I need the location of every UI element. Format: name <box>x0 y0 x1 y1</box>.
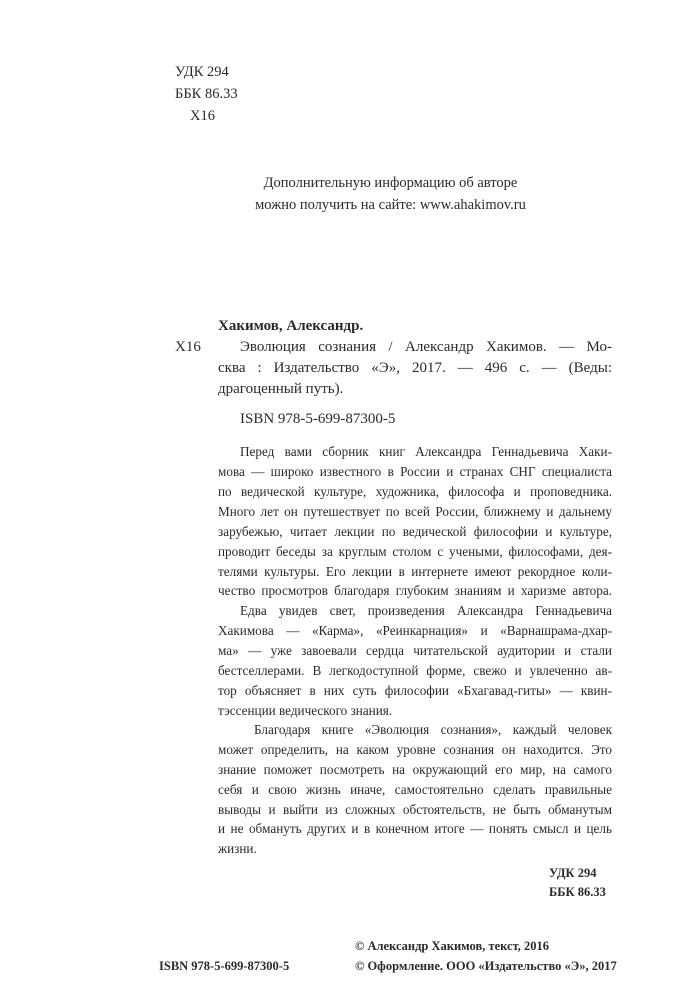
abstract-line: Перед вами сборник книг Александра Геннадьевича Хаки- <box>240 444 612 459</box>
abstract-line: ма» — уже завоевали сердца читательской аудитории и стали <box>218 643 612 658</box>
isbn: ISBN 978-5-699-87300-5 <box>240 411 396 427</box>
entry-author-sign: Х16 <box>175 339 201 355</box>
description-line: сква : Издательство «Э», 2017. — 496 с. — (Веды: <box>218 360 612 376</box>
author-sign: Х16 <box>190 108 215 124</box>
bottom-bbk: ББК 86.33 <box>549 885 606 899</box>
abstract-line: и не обмануть других и в конечном итоге — понять смысл и цель <box>218 821 612 836</box>
description-line: Эволюция сознания / Александр Хакимов. — Мо- <box>240 339 612 355</box>
abstract-line: по ведической культуре, художника, философа и проповедника. <box>218 484 612 499</box>
abstract-line: зарубежью, читает лекции по ведической философии и культуре, <box>218 524 612 539</box>
description-line: драгоценный путь). <box>218 381 344 397</box>
bottom-udk: УДК 294 <box>549 866 597 880</box>
abstract-line: выводы и выйти из сложных обстоятельств, не быть обманутым <box>218 802 612 817</box>
copyright-text: © Александр Хакимов, текст, 2016 <box>355 939 550 953</box>
abstract-line: Много лет он путешествует по всей России, ближнему и дальнему <box>218 504 612 519</box>
abstract-line: себя и свою жизнь иначе, самостоятельно сделать правильные <box>218 782 612 797</box>
abstract-line: жизни. <box>218 841 257 856</box>
abstract-line: чество просмотров благодаря глубоким знаниям и харизме автора. <box>218 583 612 598</box>
bbk-code: ББК 86.33 <box>175 86 238 102</box>
abstract-line: Хакимова — «Карма», «Реинкарнация» и «Варнашрама-дхар- <box>218 623 612 638</box>
abstract-line: бестселлерами. В легкодоступной форме, свежо и увлеченно ав- <box>218 663 612 678</box>
info-line-1: Дополнительную информацию об авторе <box>263 175 518 191</box>
abstract-line: проводит беседы за круглым столом с учеными, философами, дея- <box>218 544 612 559</box>
bottom-isbn: ISBN 978-5-699-87300-5 <box>159 959 290 973</box>
abstract-line: может определить, на каком уровне сознания он находится. Это <box>218 742 612 757</box>
abstract-line: Едва увидев свет, произведения Александра Геннадьевича <box>240 603 612 618</box>
abstract-line: тэссенции ведического знания. <box>218 703 393 718</box>
udk-code: УДК 294 <box>175 64 229 80</box>
author-heading: Хакимов, Александр. <box>218 318 364 334</box>
abstract-line: тор объясняет в них суть философии «Бхагавад-гиты» — квин- <box>218 683 612 698</box>
abstract-line: Благодаря книге «Эволюция сознания», каждый человек <box>254 722 612 737</box>
copyright-design: © Оформление. ООО «Издательство «Э», 2017 <box>355 959 617 973</box>
info-line-2: можно получить на сайте: www.ahakimov.ru <box>255 197 526 213</box>
abstract-line: телями культуры. Его лекции в интернете имеют рекордное коли- <box>218 564 612 579</box>
abstract-line: мова — широко известного в России и странах СНГ специалиста <box>218 464 612 479</box>
abstract-line: знание поможет посмотреть на окружающий его мир, на самого <box>218 762 612 777</box>
